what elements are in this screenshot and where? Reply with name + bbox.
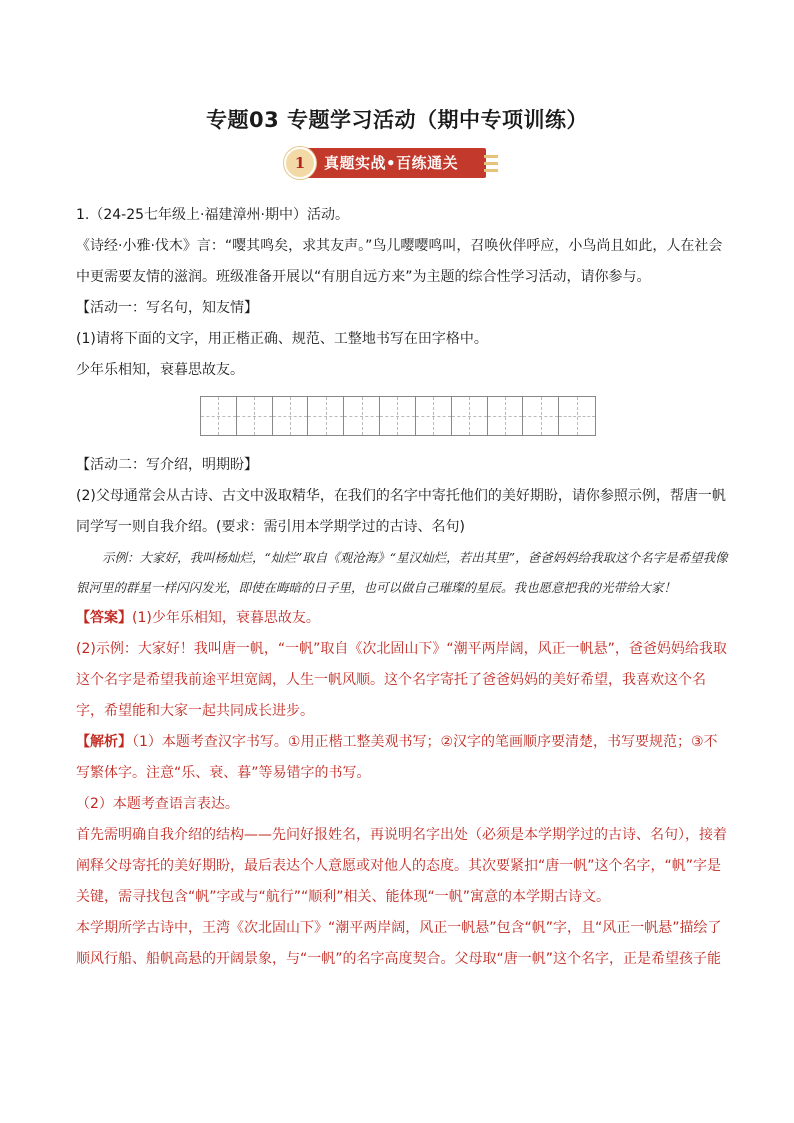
banner-stripe (484, 162, 498, 165)
analysis-tag: 【解析】 (76, 734, 132, 750)
analysis-4: 本学期所学古诗中，王湾《次北固山下》“潮平两岸阔，风正一帆悬”包含“帆”字，且“风正一帆悬”描绘了顺风行船、船帆高悬的开阔景象，与“一帆”的名字高度契合。父母取“唐一帆”这个名字，正是希望孩子能 (76, 920, 722, 967)
question-intro: 《诗经·小雅·伐木》言：“嘤其鸣矣，求其友声。”鸟儿嘤嘤鸣叫，召唤伙伴呼应，小鸟尚且如此，人在社会中更需要友情的滋润。班级准备开展以“有朋自远方来”为主题的综合性学习活动，请你参与。 (76, 238, 723, 285)
section-banner (284, 145, 514, 183)
question-heading: 1.（24-25七年级上·福建漳州·期中）活动。 (76, 207, 349, 223)
analysis-line-1 (76, 727, 728, 789)
grid-cell (559, 397, 595, 435)
activity-1-question: (1)请将下面的文字，用正楷正确、规范、工整地书写在田字格中。 (76, 331, 488, 347)
grid-cell (237, 397, 273, 435)
analysis-3: 首先需明确自我介绍的结构——先问好报姓名，再说明名字出处（必须是本学期学过的古诗、名句），接着阐释父母寄托的美好期盼，最后表达个人意愿或对他人的态度。其次要紧扣“唐一帆”这个名字，“帆”字是关键，需寻找包含“帆”字或与“航行”“顺利”相关、能体现“一帆”寓意的本学期古诗文。 (76, 827, 727, 905)
grid-cell (380, 397, 416, 435)
grid-cell (488, 397, 524, 435)
banner-stripe (484, 155, 498, 158)
document-body (76, 200, 728, 975)
activity-2-question: (2)父母通常会从古诗、古文中汲取精华，在我们的名字中寄托他们的美好期盼，请你参照示例，帮唐一帆同学写一则自我介绍。(要求：需引用本学期学过的古诗、名句) (76, 488, 726, 535)
grid-cell (273, 397, 309, 435)
answer-2: (2)示例：大家好！我叫唐一帆，“一帆”取自《次北固山下》“潮平两岸阔，风正一帆悬”，爸爸妈妈给我取这个名字是希望我前途平坦宽阔，人生一帆风顺。这个名字寄托了爸爸妈妈的美好希望，我喜欢这个名字，希望能和大家一起共同成长进步。 (76, 641, 727, 719)
grid-cell (308, 397, 344, 435)
answer-line-1 (76, 603, 728, 634)
analysis-2: （2）本题考查语言表达。 (76, 796, 239, 812)
activity-1-text: 少年乐相知，衰暮思故友。 (76, 362, 244, 378)
grid-cell (416, 397, 452, 435)
page-title: 专题03 专题学习活动（期中专项训练） (205, 108, 589, 132)
answer-tag: 【答案】 (76, 610, 132, 626)
grid-cell (452, 397, 488, 435)
example-text: 示例：大家好，我叫杨灿烂，“灿烂”取自《观沧海》“星汉灿烂，若出其里”，爸爸妈妈给我取这个名字是希望我像银河里的群星一样闪闪发光，即使在晦暗的日子里，也可以做自己璀璨的星辰。我也愿意把我的光带给大家！ (76, 550, 728, 595)
activity-2-title: 【活动二：写介绍，明期盼】 (76, 457, 258, 473)
answer-1: (1)少年乐相知，衰暮思故友。 (132, 610, 320, 626)
analysis-1: （1）本题考查汉字书写。①用正楷工整美观书写；②汉字的笔画顺序要清楚，书写要规范；③不写繁体字。注意“乐、衰、暮”等易错字的书写。 (76, 734, 718, 781)
grid-cell (344, 397, 380, 435)
grid-cell (523, 397, 559, 435)
tianzige-grid (200, 396, 596, 436)
grid-cell (201, 397, 237, 435)
banner-stripe (484, 169, 498, 172)
banner-label: 真题实战•百练通关 (324, 154, 459, 172)
activity-1-title: 【活动一：写名句，知友情】 (76, 300, 258, 316)
banner-number: 1 (284, 147, 316, 179)
